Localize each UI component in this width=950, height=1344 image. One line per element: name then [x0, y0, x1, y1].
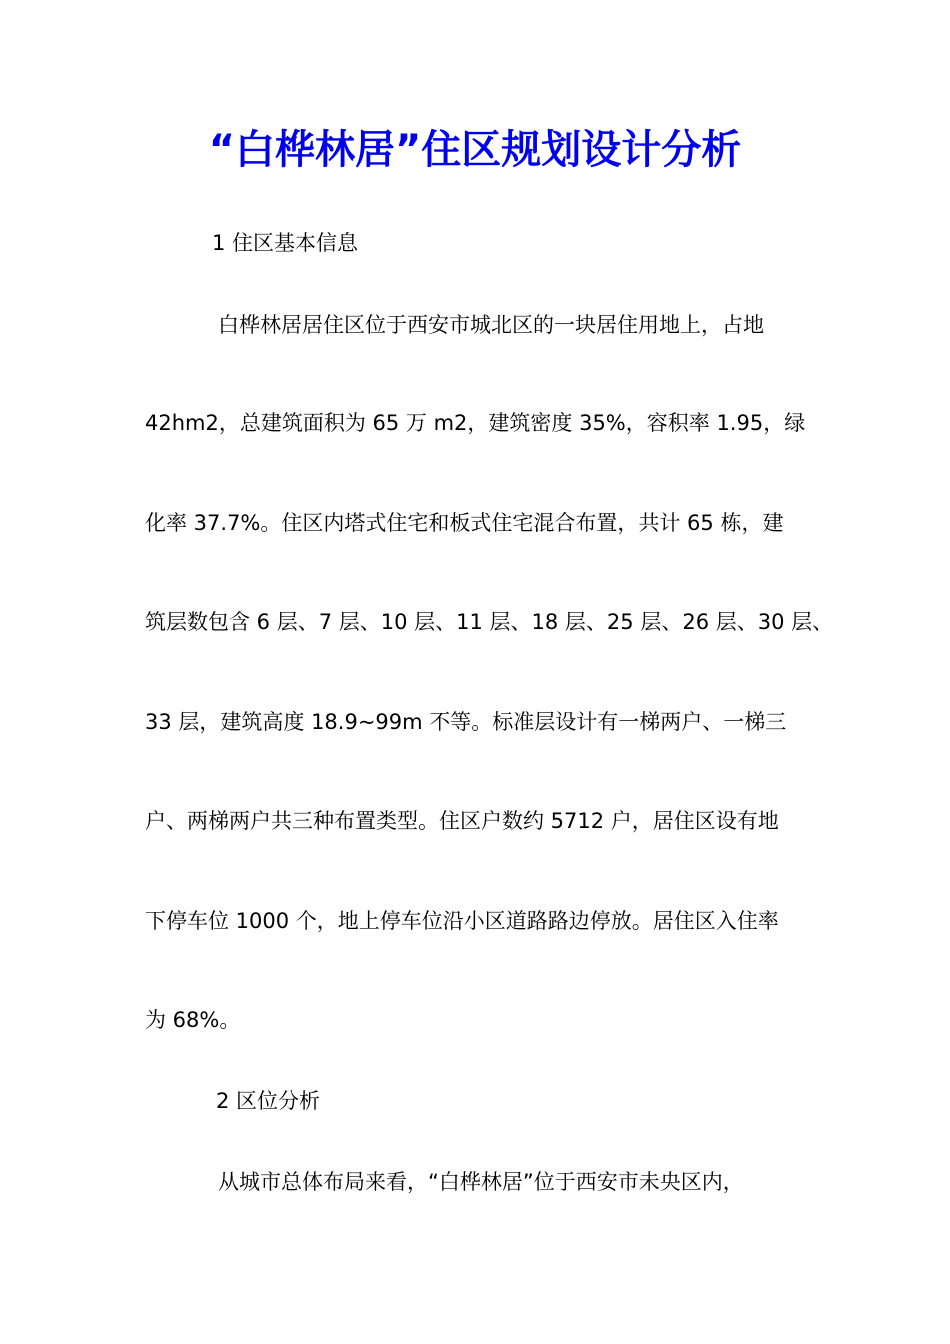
paragraph-line-1: 白桦林居居住区位于西安市城北区的一块居住用地上，占地 [218, 313, 764, 337]
document-title: “白桦林居”住区规划设计分析 [208, 127, 742, 173]
paragraph-line-4: 筑层数包含 6 层、7 层、10 层、11 层、18 层、25 层、26 层、30 层、 [145, 610, 834, 634]
section-heading-basic-info: 1 住区基本信息 [212, 231, 359, 255]
paragraph-line-5: 33 层，建筑高度 18.9~99m 不等。标准层设计有一梯两户、一梯三 [145, 710, 787, 734]
paragraph-line-6: 户、两梯两户共三种布置类型。住区户数约 5712 户，居住区设有地 [145, 809, 779, 833]
paragraph-line-2: 42hm2，总建筑面积为 65 万 m2，建筑密度 35%，容积率 1.95，绿 [145, 411, 806, 435]
paragraph-line-3: 化率 37.7%。住区内塔式住宅和板式住宅混合布置，共计 65 栋，建 [145, 511, 784, 535]
paragraph-line-9: 从城市总体布局来看，“白桦林居”位于西安市未央区内， [218, 1170, 744, 1194]
paragraph-line-8: 为 68%。 [145, 1008, 241, 1032]
section-heading-location: 2 区位分析 [216, 1089, 321, 1113]
paragraph-line-7: 下停车位 1000 个，地上停车位沿小区道路路边停放。居住区入住率 [145, 909, 779, 933]
